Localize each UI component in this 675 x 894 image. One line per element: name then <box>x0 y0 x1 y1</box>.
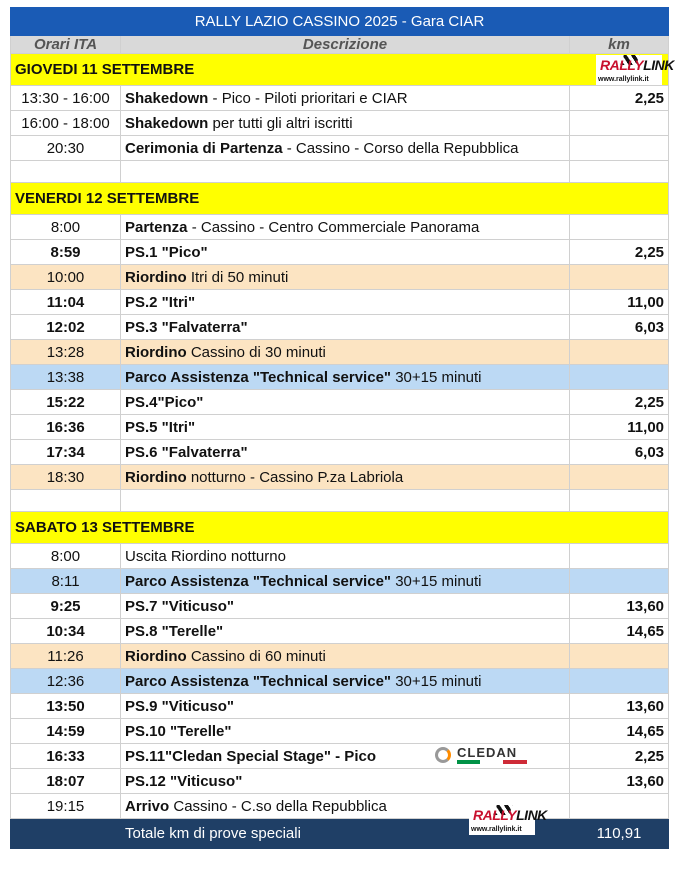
time-cell: 10:34 <box>11 619 121 644</box>
description-cell <box>121 390 570 415</box>
km-cell: 6,03 <box>570 440 669 465</box>
schedule-row <box>11 544 669 569</box>
header-km: km <box>570 36 669 54</box>
description-text: Uscita Riordino notturno <box>125 547 286 565</box>
special-stage-row <box>11 390 669 415</box>
km-cell: 13,60 <box>570 769 669 794</box>
km-cell: 13,60 <box>570 594 669 619</box>
empty-cell <box>570 161 669 183</box>
regroup-row <box>11 644 669 669</box>
description-bold: PS.2 "Itri" <box>125 293 196 311</box>
rallylink-logo <box>469 805 547 835</box>
service-park-row <box>11 569 669 594</box>
description-cell <box>121 669 570 694</box>
special-stage-row <box>11 415 669 440</box>
km-cell <box>570 111 669 136</box>
time-cell: 11:26 <box>11 644 121 669</box>
description-bold: Parco Assistenza "Technical service" <box>125 672 392 690</box>
description-text: per tutti gli altri iscritti <box>208 114 353 132</box>
km-cell: 2,25 <box>570 744 669 769</box>
italian-flag-stripe <box>457 760 527 764</box>
footer-empty-cell <box>11 819 121 849</box>
time-cell: 14:59 <box>11 719 121 744</box>
description-bold: PS.5 "Itri" <box>125 418 196 436</box>
description-bold: PS.10 "Terelle" <box>125 722 232 740</box>
description-text: Itri di 50 minuti <box>186 268 289 286</box>
description-bold: PS.11"Cledan Special Stage" - Pico <box>125 747 376 765</box>
time-cell: 17:34 <box>11 440 121 465</box>
spacer-row <box>11 161 669 183</box>
km-cell <box>570 136 669 161</box>
time-cell: 8:00 <box>11 215 121 240</box>
km-cell: 14,65 <box>570 619 669 644</box>
description-text: Cassino di 60 minuti <box>186 647 326 665</box>
time-cell: 18:30 <box>11 465 121 490</box>
day-label-cell <box>11 183 669 215</box>
description-bold: Riordino <box>125 343 187 361</box>
km-cell: 2,25 <box>570 86 669 111</box>
description-bold: PS.3 "Falvaterra" <box>125 318 248 336</box>
time-cell: 12:36 <box>11 669 121 694</box>
description-cell <box>121 365 570 390</box>
description-bold: PS.9 "Viticuso" <box>125 697 234 715</box>
rallylink-logo-url: www.rallylink.it <box>598 76 649 83</box>
special-stage-row <box>11 290 669 315</box>
description-bold: PS.7 "Viticuso" <box>125 597 234 615</box>
km-cell <box>570 644 669 669</box>
km-cell: 6,03 <box>570 315 669 340</box>
title-row <box>11 8 669 36</box>
header-desc: Descrizione <box>121 36 570 54</box>
schedule-table <box>10 7 674 849</box>
description-cell <box>121 136 570 161</box>
description-cell <box>121 644 570 669</box>
special-stage-row <box>11 240 669 265</box>
description-cell <box>121 415 570 440</box>
km-cell <box>570 340 669 365</box>
time-cell: 18:07 <box>11 769 121 794</box>
special-stage-row <box>11 694 669 719</box>
schedule-row <box>11 86 669 111</box>
time-cell: 13:50 <box>11 694 121 719</box>
schedule-body <box>11 8 674 849</box>
description-bold: Riordino <box>125 647 187 665</box>
day-label-cell <box>11 512 669 544</box>
km-cell: 14,65 <box>570 719 669 744</box>
description-text: 30+15 minuti <box>391 572 482 590</box>
day-label: VENERDI 12 SETTEMBRE <box>15 190 200 207</box>
km-cell <box>570 794 669 819</box>
time-cell: 20:30 <box>11 136 121 161</box>
description-cell <box>121 111 570 136</box>
day-row <box>11 183 669 215</box>
description-cell <box>121 86 570 111</box>
description-text: - Cassino - Corso della Repubblica <box>282 139 519 157</box>
description-bold: Partenza <box>125 218 188 236</box>
km-cell: 11,00 <box>570 415 669 440</box>
description-cell <box>121 215 570 240</box>
description-bold: PS.12 "Viticuso" <box>125 772 243 790</box>
description-text: 30+15 minuti <box>391 672 482 690</box>
rallylink-logo-url: www.rallylink.it <box>471 826 522 833</box>
km-cell <box>570 669 669 694</box>
description-cell <box>121 340 570 365</box>
rallylink-logo-text: RALLYLINK <box>600 57 674 73</box>
description-cell <box>121 569 570 594</box>
description-cell <box>121 544 570 569</box>
day-label: GIOVEDI 11 SETTEMBRE <box>15 61 195 78</box>
special-stage-row <box>11 719 669 744</box>
description-bold: Shakedown <box>125 114 209 132</box>
time-cell: 8:00 <box>11 544 121 569</box>
rallylink-logo-text: RALLYLINK <box>473 807 547 823</box>
description-cell <box>121 290 570 315</box>
footer-label-cell <box>121 807 570 849</box>
time-cell: 16:36 <box>11 415 121 440</box>
description-cell <box>121 744 570 769</box>
regroup-row <box>11 465 669 490</box>
special-stage-row <box>11 315 669 340</box>
km-cell <box>570 215 669 240</box>
description-cell <box>121 769 570 794</box>
description-cell <box>121 265 570 290</box>
time-cell: 9:25 <box>11 594 121 619</box>
schedule-row <box>11 136 669 161</box>
km-cell <box>570 465 669 490</box>
schedule-row <box>11 111 669 136</box>
empty-cell <box>11 161 121 183</box>
description-cell <box>121 719 570 744</box>
footer-total: 110,91 <box>570 819 669 849</box>
description-bold: Shakedown <box>125 89 209 107</box>
header-row <box>11 36 669 54</box>
footer-row <box>11 819 669 849</box>
description-cell <box>121 440 570 465</box>
cledan-circle-icon <box>435 747 451 763</box>
description-bold: Parco Assistenza "Technical service" <box>125 368 392 386</box>
cledan-logo <box>435 745 527 767</box>
description-text: Cassino - C.so della Repubblica <box>169 797 387 815</box>
description-bold: PS.8 "Terelle" <box>125 622 224 640</box>
time-cell: 13:28 <box>11 340 121 365</box>
day-row <box>11 54 669 86</box>
description-bold: PS.6 "Falvaterra" <box>125 443 248 461</box>
time-cell: 8:59 <box>11 240 121 265</box>
special-stage-row <box>11 619 669 644</box>
description-text: - Cassino - Centro Commerciale Panorama <box>187 218 480 236</box>
km-cell: 11,00 <box>570 290 669 315</box>
description-bold: PS.1 "Pico" <box>125 243 208 261</box>
description-cell <box>121 465 570 490</box>
km-cell <box>570 569 669 594</box>
description-cell <box>121 240 570 265</box>
time-cell: 13:30 - 16:00 <box>11 86 121 111</box>
special-stage-row <box>11 594 669 619</box>
time-cell: 10:00 <box>11 265 121 290</box>
time-cell: 19:15 <box>11 794 121 819</box>
time-cell: 13:38 <box>11 365 121 390</box>
special-stage-row <box>11 440 669 465</box>
spacer-row <box>11 490 669 512</box>
time-cell: 11:04 <box>11 290 121 315</box>
day-row <box>11 512 669 544</box>
km-cell <box>570 365 669 390</box>
description-text: - Pico - Piloti prioritari e CIAR <box>208 89 408 107</box>
header-time: Orari ITA <box>11 36 121 54</box>
schedule-row <box>11 794 669 819</box>
description-text: Cassino di 30 minuti <box>186 343 326 361</box>
rallylink-logo <box>596 55 674 85</box>
km-cell: 2,25 <box>570 240 669 265</box>
description-cell <box>121 694 570 719</box>
description-bold: PS.4"Pico" <box>125 393 204 411</box>
description-text: notturno - Cassino P.za Labriola <box>186 468 404 486</box>
footer-label: Totale km di prove speciali <box>125 825 301 842</box>
schedule-row <box>11 215 669 240</box>
description-bold: Cerimonia di Partenza <box>125 139 283 157</box>
km-cell <box>570 265 669 290</box>
description-bold: Arrivo <box>125 797 170 815</box>
day-label: SABATO 13 SETTEMBRE <box>15 519 195 536</box>
empty-cell <box>121 161 570 183</box>
regroup-row <box>11 265 669 290</box>
special-stage-row <box>11 744 669 769</box>
empty-cell <box>570 490 669 512</box>
km-cell: 13,60 <box>570 694 669 719</box>
time-cell: 16:00 - 18:00 <box>11 111 121 136</box>
time-cell: 15:22 <box>11 390 121 415</box>
description-bold: Parco Assistenza "Technical service" <box>125 572 392 590</box>
empty-cell <box>11 490 121 512</box>
time-cell: 8:11 <box>11 569 121 594</box>
special-stage-row <box>11 769 669 794</box>
regroup-row <box>11 340 669 365</box>
page-title: RALLY LAZIO CASSINO 2025 - Gara CIAR <box>11 8 669 36</box>
cledan-logo-text: CLEDAN <box>457 745 518 760</box>
km-cell: 2,25 <box>570 390 669 415</box>
km-cell <box>570 544 669 569</box>
description-bold: Riordino <box>125 268 187 286</box>
service-park-row <box>11 365 669 390</box>
empty-cell <box>121 490 570 512</box>
description-cell <box>121 315 570 340</box>
service-park-row <box>11 669 669 694</box>
description-text: 30+15 minuti <box>391 368 482 386</box>
description-cell <box>121 594 570 619</box>
description-cell <box>121 619 570 644</box>
time-cell: 12:02 <box>11 315 121 340</box>
description-bold: Riordino <box>125 468 187 486</box>
time-cell: 16:33 <box>11 744 121 769</box>
day-label-cell <box>11 54 674 86</box>
